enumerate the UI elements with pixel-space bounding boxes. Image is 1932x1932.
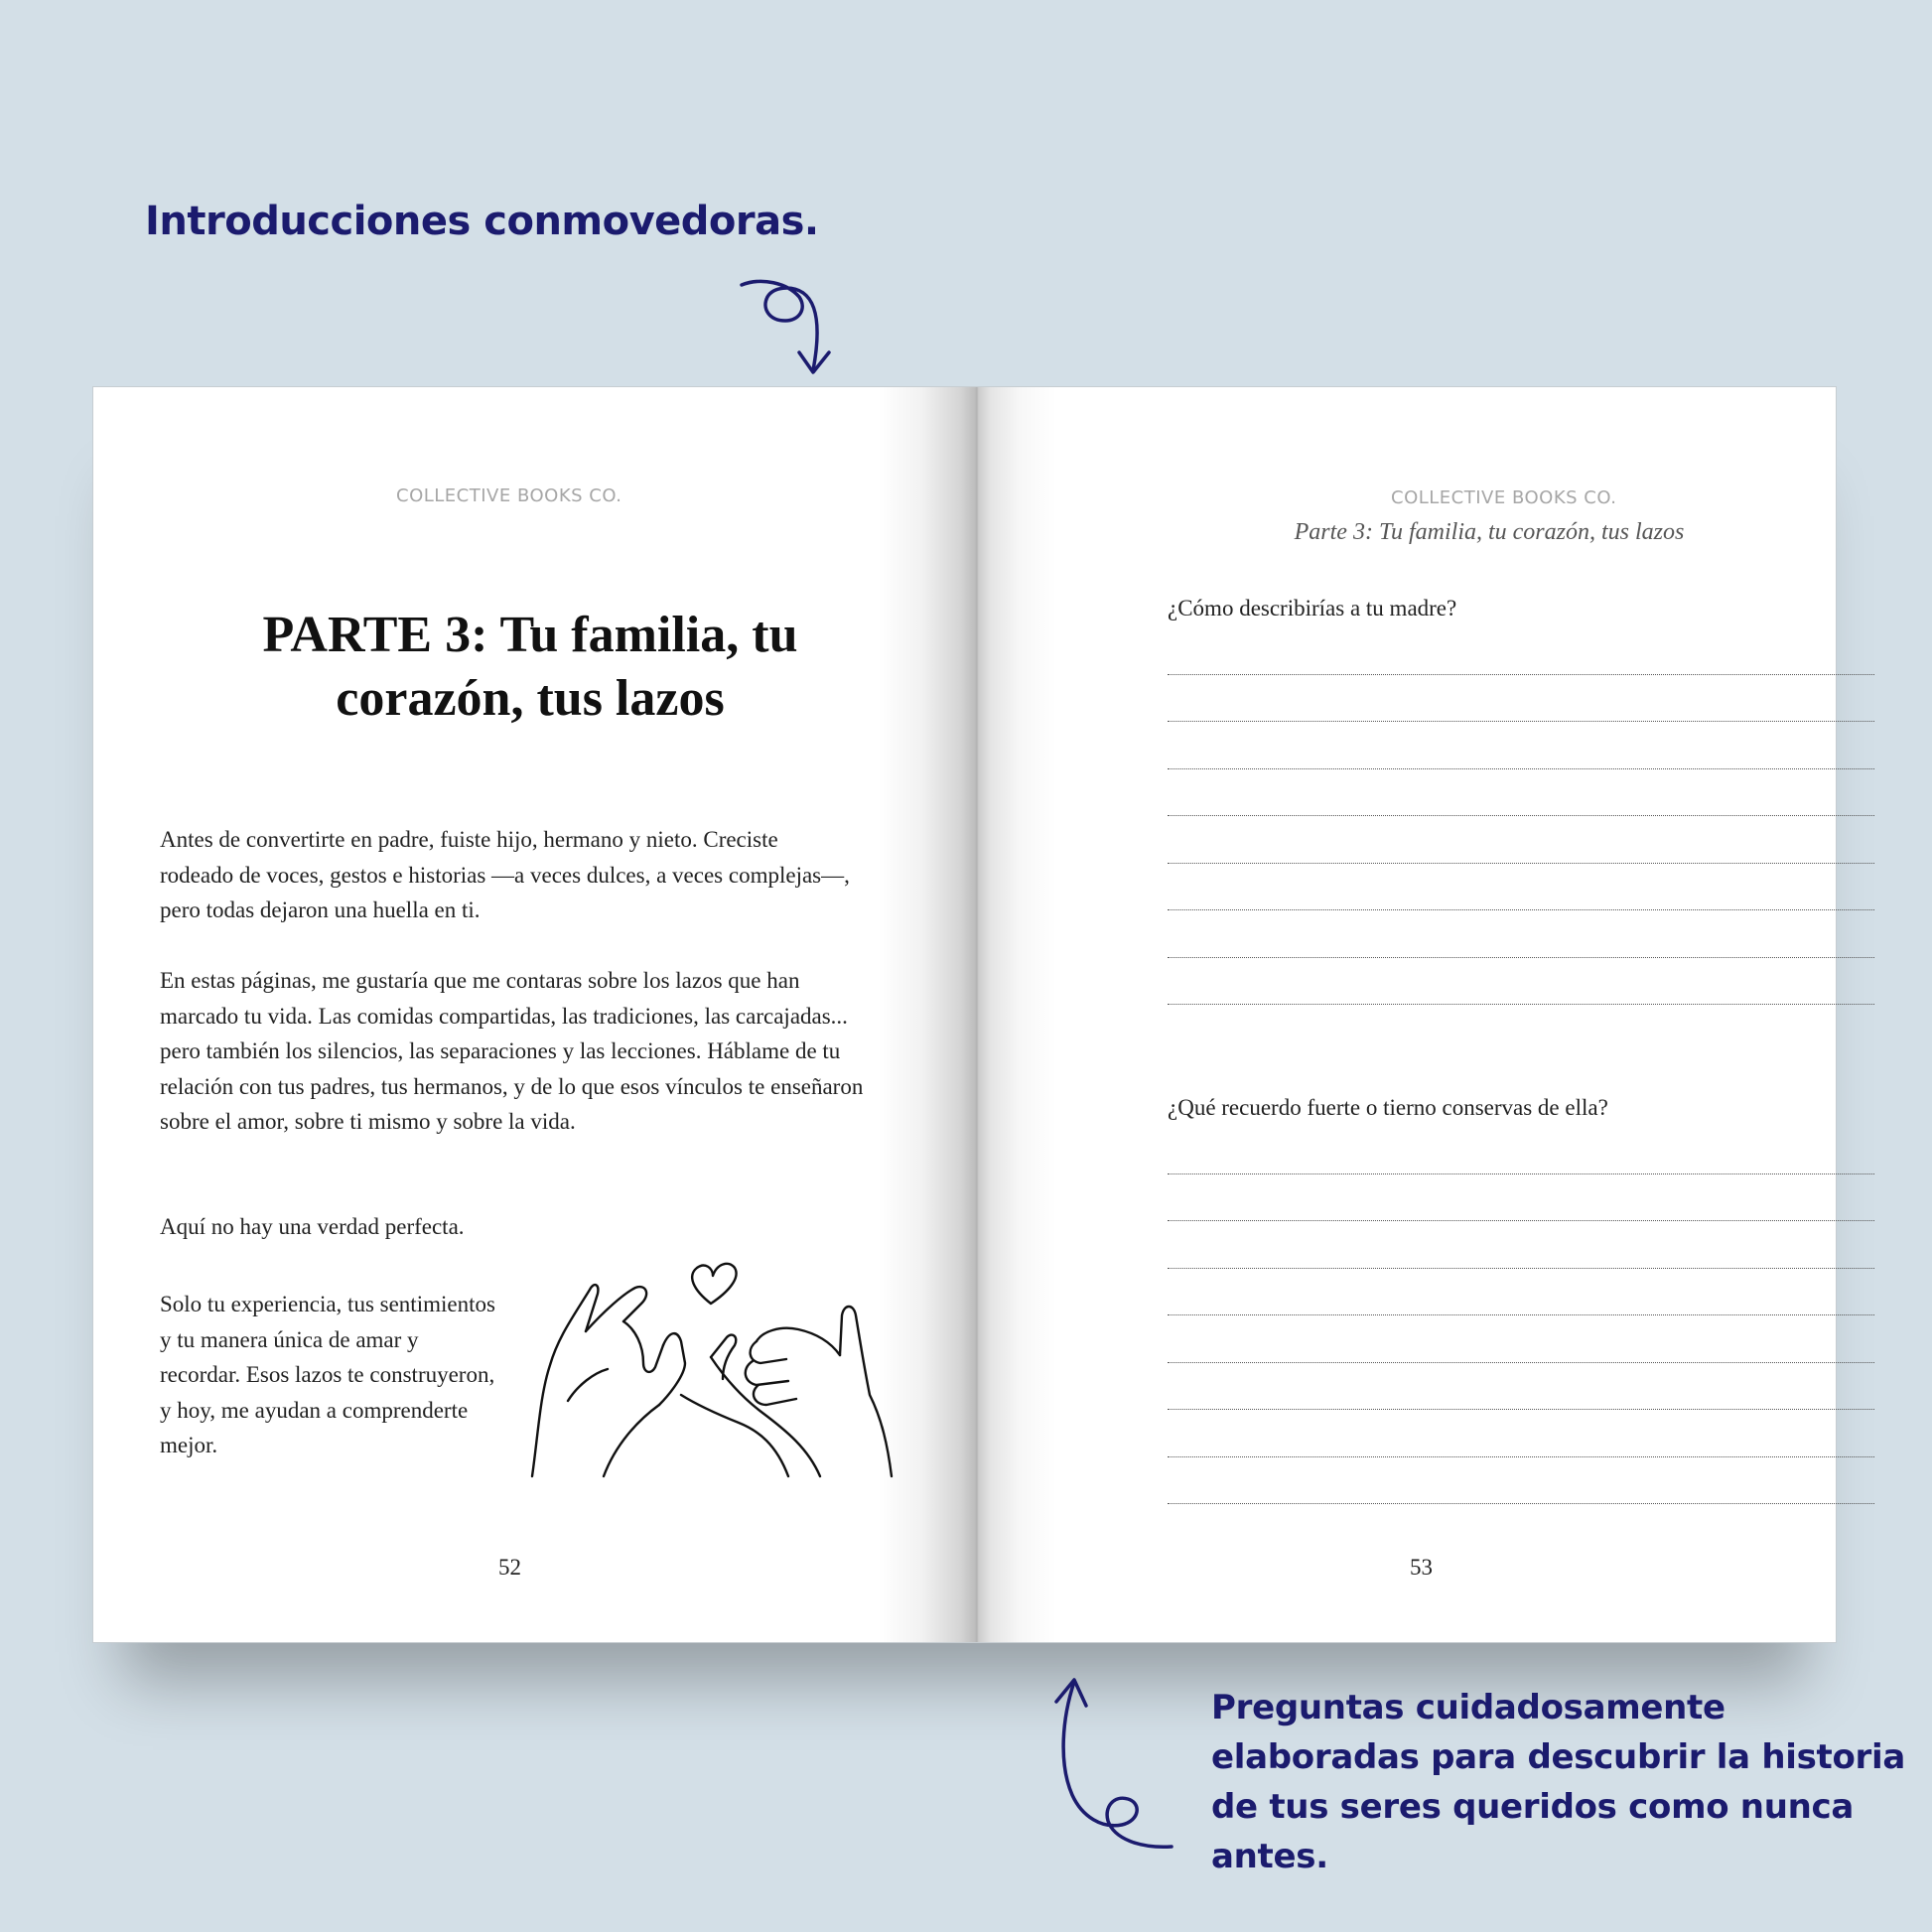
left-page	[93, 387, 977, 1642]
page-number-right: 53	[1410, 1555, 1433, 1580]
curly-arrow-down-icon	[730, 273, 849, 387]
question-1: ¿Cómo describirías a tu madre?	[1168, 596, 1457, 621]
running-head-right: COLLECTIVE BOOKS CO.	[1391, 487, 1617, 508]
callout-top: Introducciones conmovedoras.	[145, 199, 819, 244]
intro-paragraph-1: Antes de convertirte en padre, fuiste hijo, hermano y nieto. Creciste rodeado de voces, gestos e historias —a veces dulces, a veces complejas—, pero todas dejaron una huella en ti.	[160, 827, 850, 922]
page-number-left: 52	[498, 1555, 521, 1580]
pinky-promise-hands-icon	[528, 1246, 896, 1479]
intro-paragraph-2: En estas páginas, me gustaría que me contaras sobre los lazos que han marcado tu vida. Las comidas compartidas, las tradiciones, las carcajadas... pero también los silencios, las separaciones y las lecciones. Háblame de tu relación con tus padres, tus hermanos, y de lo que esos vínculos te enseñaron sobre el amor, sobre ti mismo y sobre la vida.	[160, 968, 864, 1134]
question-2: ¿Qué recuerdo fuerte o tierno conservas de ella?	[1168, 1095, 1608, 1120]
intro-paragraph-3: Aquí no hay una verdad perfecta.	[160, 1214, 465, 1239]
section-subtitle: Parte 3: Tu familia, tu corazón, tus lazos	[1294, 519, 1685, 545]
callout-bottom: Preguntas cuidadosamente elaboradas para descubrir la historia de tus seres queridos como nunca antes.	[1211, 1688, 1906, 1876]
part-title: PARTE 3: Tu familia, tu corazón, tus lazos	[262, 607, 798, 727]
running-head-left: COLLECTIVE BOOKS CO.	[396, 485, 622, 506]
right-page	[977, 387, 1836, 1642]
curly-arrow-up-icon	[1023, 1668, 1181, 1857]
intro-paragraph-4: Solo tu experiencia, tus sentimientos y tu manera única de amar y recordar. Esos lazos te construyeron, y hoy, me ayudan a comprenderte mejor.	[160, 1292, 495, 1457]
open-book	[93, 387, 1836, 1642]
